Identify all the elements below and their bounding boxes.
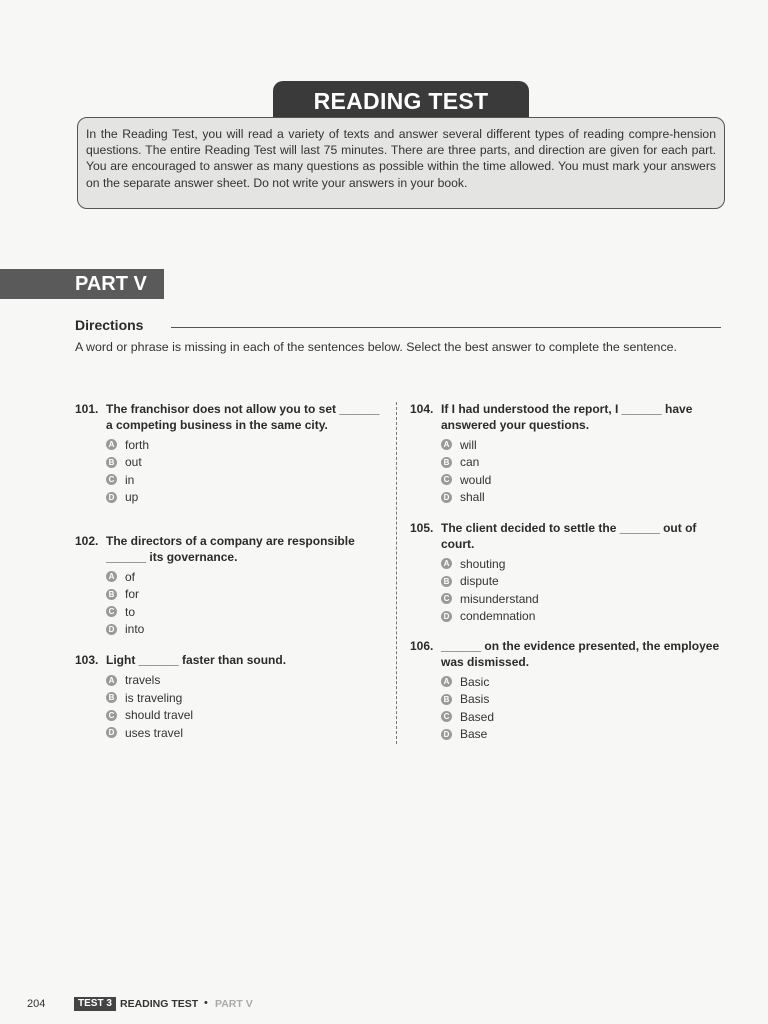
- option-text: up: [125, 490, 139, 505]
- option-d[interactable]: [106, 724, 380, 742]
- option-text: condemnation: [460, 609, 536, 624]
- option-d[interactable]: [441, 726, 720, 744]
- option-text: can: [460, 455, 480, 470]
- option-bubble-icon: D: [441, 492, 452, 503]
- option-b[interactable]: [441, 454, 720, 472]
- option-bubble-icon: C: [441, 593, 452, 604]
- option-text: misunderstand: [460, 591, 539, 606]
- question-number: 102.: [75, 534, 99, 548]
- option-bubble-icon: B: [106, 457, 117, 468]
- option-c[interactable]: [106, 471, 380, 489]
- option-bubble-icon: A: [106, 675, 117, 686]
- question-number: 103.: [75, 653, 99, 667]
- option-text: Based: [460, 709, 495, 724]
- option-d[interactable]: [441, 608, 720, 626]
- option-d[interactable]: [106, 489, 380, 507]
- option-bubble-icon: B: [106, 589, 117, 600]
- option-bubble-icon: A: [441, 676, 452, 687]
- option-text: Basic: [460, 674, 490, 689]
- question-text: Light ______ faster than sound.: [106, 653, 287, 667]
- option-c[interactable]: [441, 708, 720, 726]
- option-bubble-icon: D: [106, 492, 117, 503]
- footer-part: PART V: [215, 998, 253, 1010]
- option-a[interactable]: [106, 672, 380, 690]
- directions-rule: [171, 327, 721, 328]
- test-badge: TEST 3: [74, 997, 116, 1011]
- question-105: [410, 521, 720, 625]
- option-bubble-icon: C: [106, 474, 117, 485]
- option-bubble-icon: A: [106, 571, 117, 582]
- option-bubble-icon: B: [441, 576, 452, 587]
- option-a[interactable]: [106, 568, 380, 586]
- option-bubble-icon: B: [441, 694, 452, 705]
- question-106: [410, 639, 720, 743]
- intro-instructions: In the Reading Test, you will read a variety of texts and answer several different types of reading compre-hension questions. The entire Reading Test will last 75 minutes. There are three parts, and direction are given for each part. You are encouraged to answer as many questions as possible within the time allowed. You must mark your answers on the separate answer sheet. Do not write your answers in your book.: [77, 117, 725, 209]
- option-text: uses travel: [125, 725, 184, 740]
- question-text: The client decided to settle the ______ out of court.: [441, 521, 697, 551]
- footer-section: READING TEST: [120, 998, 199, 1010]
- question-text: The franchisor does not allow you to set ______ a competing business in the same city.: [106, 402, 380, 432]
- option-bubble-icon: D: [106, 624, 117, 635]
- question-number: 106.: [410, 639, 434, 653]
- option-text: of: [125, 569, 136, 584]
- option-bubble-icon: C: [106, 606, 117, 617]
- option-bubble-icon: C: [441, 711, 452, 722]
- option-text: would: [460, 472, 492, 487]
- option-c[interactable]: [106, 603, 380, 621]
- part-label: PART V: [0, 269, 164, 299]
- option-text: should travel: [125, 708, 194, 723]
- option-text: travels: [125, 673, 161, 688]
- option-bubble-icon: C: [106, 710, 117, 721]
- option-a[interactable]: [106, 436, 380, 454]
- option-text: out: [125, 455, 142, 470]
- option-text: Base: [460, 727, 488, 742]
- option-text: shall: [460, 490, 485, 505]
- option-d[interactable]: [441, 489, 720, 507]
- question-101: [75, 402, 380, 506]
- option-text: is traveling: [125, 690, 183, 705]
- option-text: shouting: [460, 556, 506, 571]
- option-b[interactable]: [106, 454, 380, 472]
- question-102: [75, 534, 380, 638]
- option-text: Basis: [460, 692, 490, 707]
- column-divider: [396, 402, 397, 744]
- option-c[interactable]: [441, 471, 720, 489]
- page-number: 204: [27, 998, 46, 1010]
- question-103: [75, 653, 380, 742]
- option-text: for: [125, 587, 140, 602]
- footer-separator: •: [204, 997, 208, 1009]
- option-text: will: [460, 437, 477, 452]
- option-a[interactable]: [441, 436, 720, 454]
- option-d[interactable]: [106, 621, 380, 639]
- option-text: forth: [125, 437, 150, 452]
- option-text: dispute: [460, 574, 499, 589]
- option-bubble-icon: B: [106, 692, 117, 703]
- option-b[interactable]: [106, 586, 380, 604]
- option-b[interactable]: [441, 691, 720, 709]
- option-a[interactable]: [441, 555, 720, 573]
- option-bubble-icon: C: [441, 474, 452, 485]
- question-104: [410, 402, 720, 506]
- option-a[interactable]: [441, 673, 720, 691]
- question-number: 104.: [410, 402, 434, 416]
- option-bubble-icon: D: [441, 611, 452, 622]
- directions-title: Directions: [75, 317, 144, 333]
- section-title: READING TEST: [273, 81, 529, 119]
- directions-text: A word or phrase is missing in each of the sentences below. Select the best answer to complete the sentence.: [75, 340, 677, 354]
- question-number: 105.: [410, 521, 434, 535]
- option-b[interactable]: [106, 689, 380, 707]
- option-bubble-icon: D: [441, 729, 452, 740]
- option-c[interactable]: [106, 707, 380, 725]
- question-number: 101.: [75, 402, 99, 416]
- option-text: to: [125, 604, 136, 619]
- question-text: The directors of a company are responsible ______ its governance.: [106, 534, 355, 564]
- question-text: If I had understood the report, I ______ have answered your questions.: [441, 402, 693, 432]
- question-text: ______ on the evidence presented, the employee was dismissed.: [441, 639, 720, 669]
- option-bubble-icon: A: [441, 558, 452, 569]
- option-bubble-icon: A: [441, 439, 452, 450]
- option-text: in: [125, 472, 135, 487]
- option-bubble-icon: D: [106, 727, 117, 738]
- option-bubble-icon: B: [441, 457, 452, 468]
- option-b[interactable]: [441, 573, 720, 591]
- option-c[interactable]: [441, 590, 720, 608]
- option-text: into: [125, 622, 145, 637]
- option-bubble-icon: A: [106, 439, 117, 450]
